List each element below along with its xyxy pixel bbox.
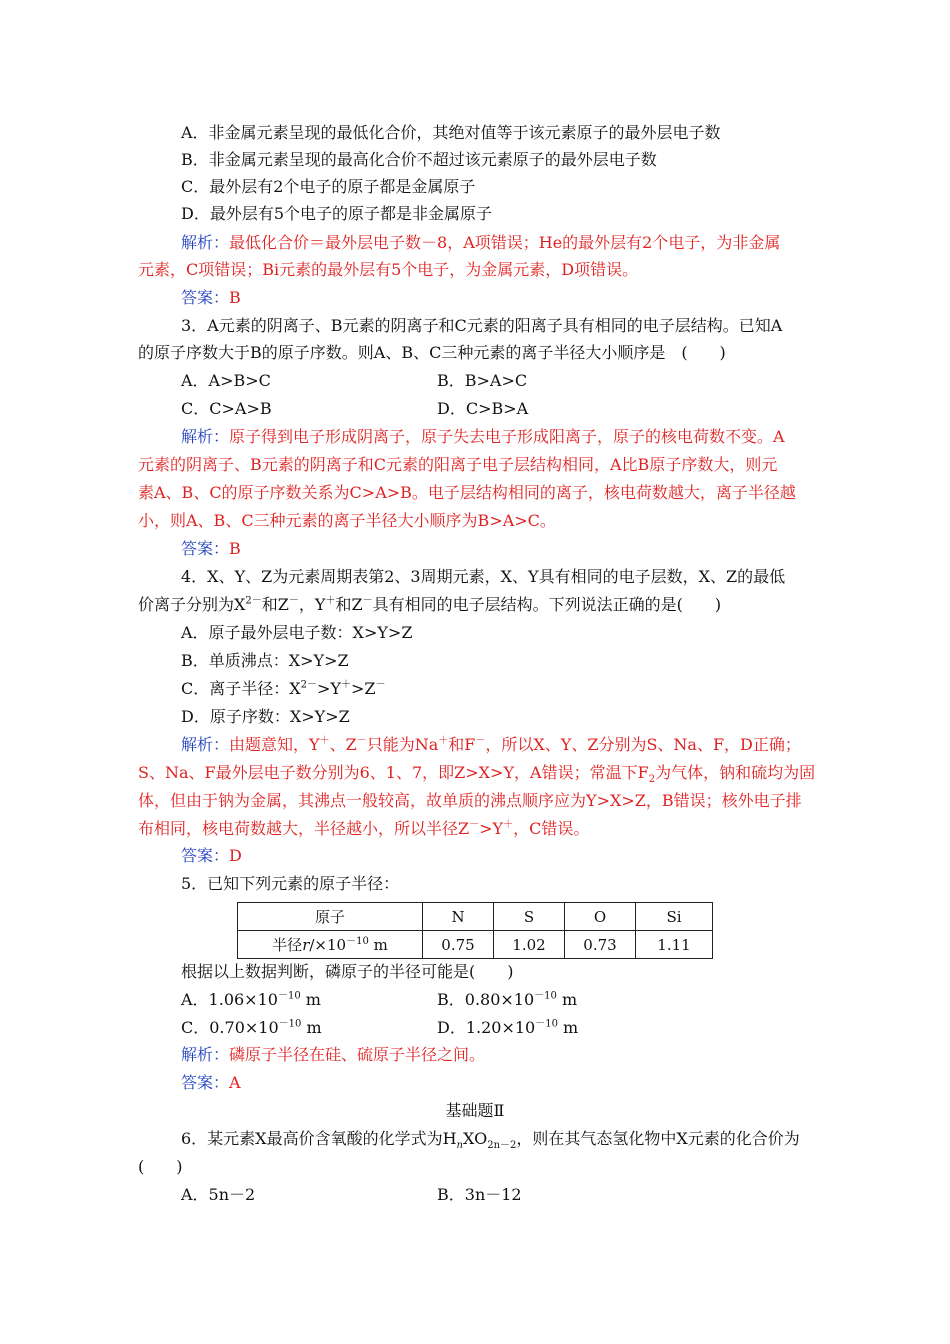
q6-option-a: A．5n－2: [181, 1185, 256, 1204]
q2-option-b: B．非金属元素呈现的最高化合价不超过该元素原子的最外层电子数: [181, 150, 657, 169]
q2-option-d: D．最外层有5个电子的原子都是非金属原子: [181, 204, 493, 223]
analysis-label: 解析：: [181, 233, 230, 252]
analysis-text: 磷原子半径在硅、硫原子半径之间。: [229, 1045, 486, 1064]
table-row: [238, 903, 713, 931]
q3-option-d: D．C>B>A: [437, 399, 529, 418]
q3-option-a: A．A>B>C: [181, 371, 271, 390]
table-header-cell: N: [423, 903, 494, 931]
q3-answer: [181, 538, 241, 560]
table-header-cell: 原子: [238, 903, 423, 931]
q4-analysis-line2: S、Na、F最外层电子数分别为6、1、7，即Z>X>Y，A错误；常温下$F_2$为气体，钠和硫均为固: [138, 763, 816, 786]
q5-option-b: B．$0.80\times 10^{-10}$ m: [437, 990, 578, 1009]
q5-answer: [181, 1072, 241, 1094]
answer-label: 答案：: [181, 539, 230, 558]
q3-analysis-line3: 素A、B、C的原子序数关系为C>A>B。电子层结构相同的离子，核电荷数越大，离子半径越: [138, 483, 796, 502]
q5-question: 根据以上数据判断，磷原子的半径可能是( ): [181, 962, 514, 981]
answer-label: 答案：: [181, 288, 230, 307]
q4-stem-line2: 价离子分别为$X^{2-}$和Z－，Y＋和Z－具有相同的电子层结构。下列说法正确的是( ): [138, 595, 722, 614]
answer-label: 答案：: [181, 846, 230, 865]
q6-stem-line1: 6．某元素X最高价含氧酸的化学式为$H_nXO_{2n-2}$，则在其气态氢化物中X元素的化合价为: [181, 1129, 800, 1152]
q4-analysis-line1: 解析：由题意知，Y＋、Z－只能为Na＋和F－，所以X、Y、Z分别为S、Na、F，D正确；: [181, 735, 801, 754]
answer-value: A: [229, 1073, 241, 1092]
q2-analysis-line1: [181, 232, 780, 254]
analysis-label: 解析：: [181, 735, 230, 754]
q5-option-a: A．$1.06\times 10^{-10}$ m: [181, 990, 321, 1009]
q4-option-d: D．原子序数：X>Y>Z: [181, 707, 350, 726]
analysis-label: 解析：: [181, 1045, 230, 1064]
table-cell: 1.11: [636, 931, 713, 959]
answer-value: D: [229, 846, 242, 865]
q4-option-b: B．单质沸点：X>Y>Z: [181, 651, 349, 670]
analysis-text: 最低化合价＝最外层电子数－8，A项错误；He的最外层有2个电子，为非金属: [229, 233, 781, 252]
q6-option-b: B．3n－12: [437, 1185, 522, 1204]
q3-analysis-line4: 小，则A、B、C三种元素的离子半径大小顺序为B>A>C。: [138, 511, 556, 530]
q4-stem-line1: 4．X、Y、Z为元素周期表第2、3周期元素，X、Y具有相同的电子层数，X、Z的最低: [181, 567, 786, 586]
answer-label: 答案：: [181, 1073, 230, 1092]
q6-stem-line2: ( ): [138, 1157, 183, 1176]
answer-value: B: [229, 539, 241, 558]
q2-option-c: C．最外层有2个电子的原子都是金属原子: [181, 177, 476, 196]
q3-stem-line2: 的原子序数大于B的原子序数。则A、B、C三种元素的离子半径大小顺序是 ( ): [138, 343, 726, 362]
table-header-cell: S: [494, 903, 565, 931]
q4-option-c: C．离子半径：$X^{2-}>Y^+>Z^-$: [181, 679, 386, 698]
q3-option-c: C．C>A>B: [181, 399, 272, 418]
table-header-cell: O: [565, 903, 636, 931]
q3-option-b: B．B>A>C: [437, 371, 528, 390]
q5-stem: 5．已知下列元素的原子半径：: [181, 874, 400, 893]
q5-option-d: D．$1.20\times 10^{-10}$ m: [437, 1018, 579, 1037]
q4-analysis-line3: 体，但由于钠为金属，其沸点一般较高，故单质的沸点顺序应为Y>X>Z，B错误；核外电子排: [138, 791, 802, 810]
table-cell: 1.02: [494, 931, 565, 959]
table-header-cell: Si: [636, 903, 713, 931]
q2-answer: [181, 287, 241, 309]
analysis-text: 原子得到电子形成阴离子，原子失去电子形成阳离子，原子的核电荷数不变。A: [229, 427, 785, 446]
table-cell: 0.73: [565, 931, 636, 959]
section-title: 基础题Ⅱ: [445, 1101, 505, 1120]
q2-option-a: A．非金属元素呈现的最低化合价，其绝对值等于该元素原子的最外层电子数: [181, 123, 721, 142]
q3-stem-line1: 3．A元素的阴离子、B元素的阴离子和C元素的阳离子具有相同的电子层结构。已知A: [181, 316, 783, 335]
table-row-label: 半径$r/\times 10^{-10}$ m: [238, 931, 423, 959]
q3-analysis-line2: 元素的阴离子、B元素的阴离子和C元素的阳离子电子层结构相同，A比B原子序数大，则元: [138, 455, 778, 474]
q2-analysis-line2: 元素，C项错误；Bi元素的最外层有5个电子，为金属元素，D项错误。: [138, 260, 639, 279]
answer-value: B: [229, 288, 241, 307]
q5-analysis: [181, 1044, 485, 1066]
q5-option-c: C．$0.70\times 10^{-10}$ m: [181, 1018, 322, 1037]
table-row: [238, 931, 713, 959]
table-cell: 0.75: [423, 931, 494, 959]
radius-table: [237, 902, 713, 959]
q4-option-a: A．原子最外层电子数：X>Y>Z: [181, 623, 413, 642]
q4-analysis-line4: 布相同，核电荷数越大，半径越小，所以半径Z－>Y＋，C错误。: [138, 819, 590, 838]
q4-answer: [181, 845, 242, 867]
analysis-label: 解析：: [181, 427, 230, 446]
q3-analysis-line1: [181, 426, 785, 448]
